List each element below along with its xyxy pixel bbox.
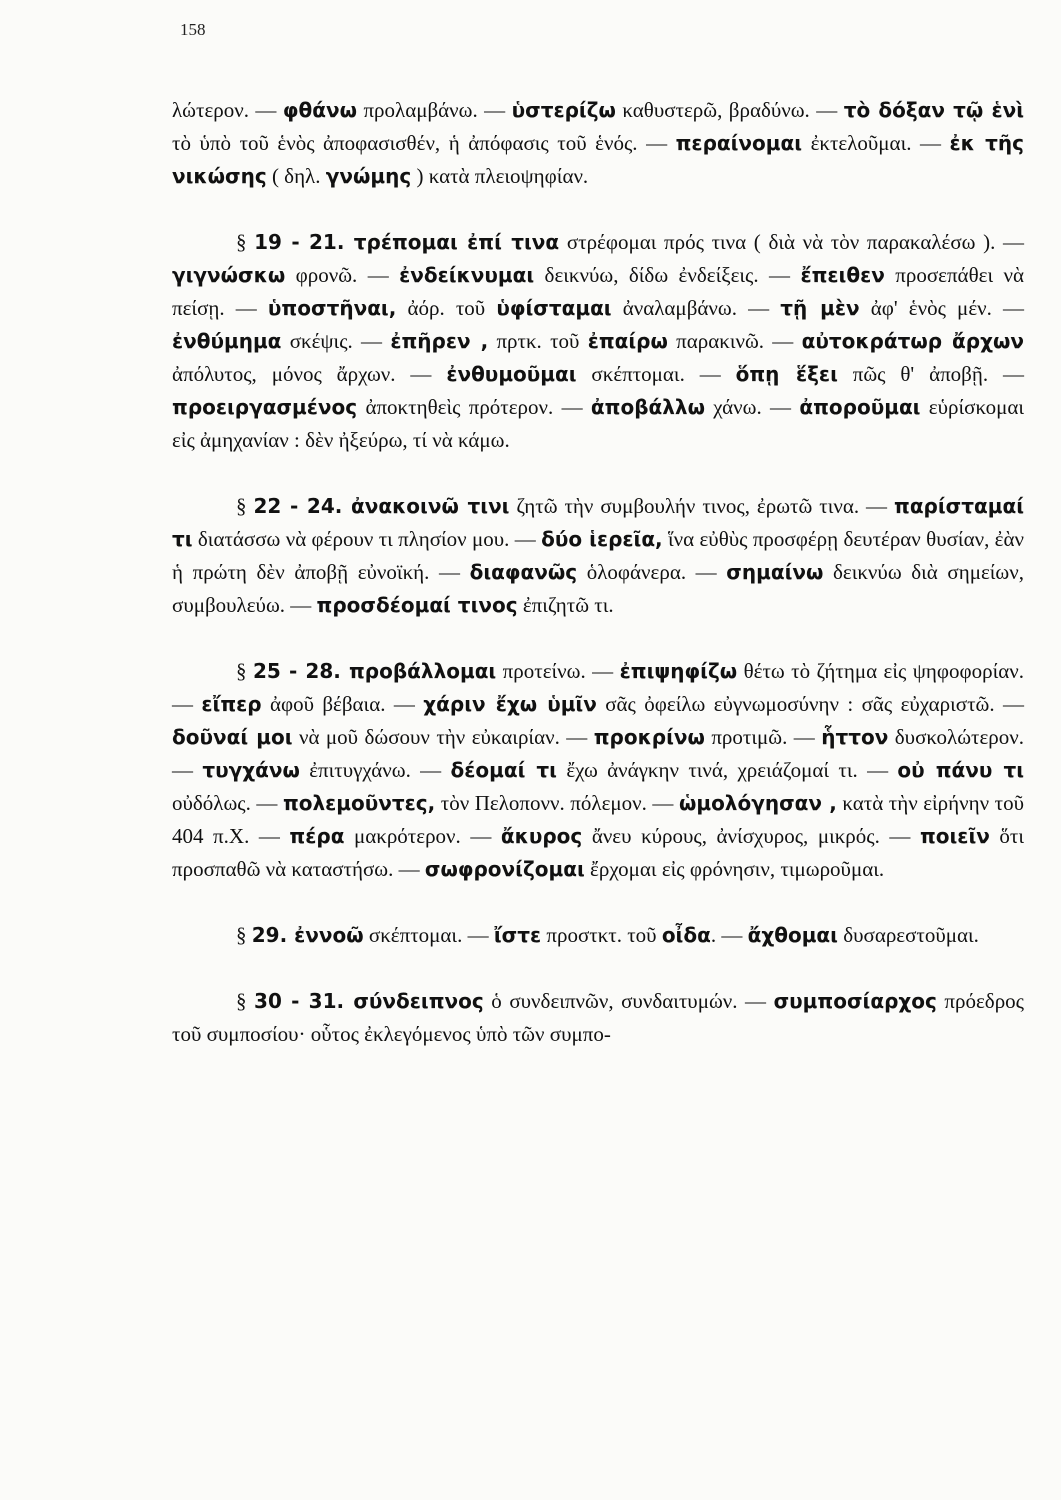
lemma-term: σημαίνω (726, 560, 824, 584)
lemma-term: 25 - 28. προβάλλομαι (252, 659, 497, 683)
lemma-term: ἄκυρος (500, 824, 583, 848)
gloss-text: σκέπτομαι. — (363, 923, 494, 947)
section-paragraph (172, 985, 1024, 1051)
lemma-term: δοῦναί μοι (172, 725, 293, 749)
paragraph-gap (172, 457, 1024, 490)
lemma-term: προειργασμένος (172, 395, 358, 419)
gloss-text: ἀποκτηθεὶς πρότερον. — (357, 395, 591, 419)
gloss-text: § (236, 230, 255, 254)
gloss-text: ἔρχομαι εἰς φρόνησιν, τιμωροῦμαι. (584, 857, 885, 881)
gloss-text: νὰ μοῦ δώσουν τὴν εὐκαιρίαν. — (292, 725, 594, 749)
lemma-term: διαφανῶς (469, 560, 578, 584)
lemma-term: παρίσταμαί τι (172, 494, 1024, 551)
gloss-text: προτιμῶ. — (704, 725, 822, 749)
gloss-text: θέτω τὸ ζήτημα εἰς ψηφοφορίαν. — (172, 659, 1025, 716)
lemma-term: ἐνθύμημα (172, 329, 282, 353)
gloss-text: προλαμβάνω. — (357, 98, 512, 122)
gloss-text: ὁ συνδειπνῶν, συνδαιτυμών. — (483, 989, 774, 1013)
gloss-text: ἄνευ κύρους, ἀνίσχυρος, μικρός. — (582, 824, 920, 848)
gloss-text: § (236, 494, 254, 518)
gloss-text: μακρότερον. — (344, 824, 501, 848)
gloss-text: πῶς θ' ἀποβῇ. — (837, 362, 1024, 386)
lemma-term: ὅπῃ ἕξει (735, 362, 838, 386)
lemma-term: ἴστε (493, 923, 542, 947)
lemma-term: πέρα (289, 824, 345, 848)
lemma-term: οἶδα (661, 923, 711, 947)
gloss-text: καθυστερῶ, βραδύνω. — (615, 98, 844, 122)
lemma-term: αὐτοκράτωρ ἄρχων (801, 329, 1025, 353)
lemma-term: δέομαί τι (450, 758, 557, 782)
gloss-text: παρακινῶ. — (667, 329, 802, 353)
gloss-text: ἔχω ἀνάγκην τινά, χρειάζομαί τι. — (556, 758, 898, 782)
gloss-text: εὑρίσκομαι εἰς ἀμηχανίαν : δὲν ἠξεύρω, τί νὰ κάμω. (172, 395, 1024, 452)
lemma-term: δύο ἱερεῖα, (541, 527, 663, 551)
gloss-text: ἵνα εὐθὺς προσφέρῃ δευτέραν θυσίαν, ἐὰν ἡ πρώτη δὲν ἀποβῇ εὐνοϊκή. — (172, 527, 1024, 584)
section-paragraph (172, 655, 1024, 886)
gloss-text: προστκτ. τοῦ (541, 923, 662, 947)
lemma-term: ἐκ τῆς νικώσης (172, 131, 1024, 188)
gloss-text: δεικνύω διὰ σημείων, συμβουλεύω. — (172, 560, 1024, 617)
page-number: 158 (180, 20, 206, 39)
lemma-term: 29. ἐννοῶ (251, 923, 364, 947)
section-paragraph (172, 919, 1024, 952)
lemma-term: περαίνομαι (675, 131, 803, 155)
lemma-term: χάριν ἔχω ὑμῖν (423, 692, 597, 716)
lemma-term: 30 - 31. σύνδειπνος (254, 989, 484, 1013)
gloss-text: ἀναλαμβάνω. — (611, 296, 781, 320)
lemma-term: ὑστερίζω (511, 98, 616, 122)
gloss-text: § (236, 989, 255, 1013)
lemma-term: ὑποστῆναι, (267, 296, 397, 320)
lemma-term: πολεμοῦντες, (282, 791, 436, 815)
gloss-text: § (236, 659, 253, 683)
lemma-term: ποιεῖν (919, 824, 990, 848)
gloss-text: προσεπάθει νὰ πείσῃ. — (172, 263, 1025, 320)
lemma-term: εἴπερ (201, 692, 262, 716)
lemma-term: προκρίνω (593, 725, 705, 749)
gloss-text: . — (710, 923, 748, 947)
gloss-text: διατάσσω νὰ φέρουν τι πλησίον μου. — (192, 527, 542, 551)
gloss-text: ἐπιτυγχάνω. — (299, 758, 451, 782)
lemma-term: φθάνω (282, 98, 358, 122)
lemma-term: ἐπῆρεν , (390, 329, 489, 353)
gloss-text: § (236, 923, 252, 947)
paragraph-gap (172, 193, 1024, 226)
paragraph-gap (172, 952, 1024, 985)
lemma-term: ὑφίσταμαι (496, 296, 612, 320)
gloss-text: ὅτι προσπαθῶ νὰ καταστήσω. — (172, 824, 1024, 881)
gloss-text: οὐδόλως. — (172, 791, 283, 815)
section-paragraph (172, 490, 1024, 622)
lemma-term: σωφρονίζομαι (424, 857, 585, 881)
gloss-text: ἐπιζητῶ τι. (517, 593, 614, 617)
gloss-text: ἐκτελοῦμαι. — (802, 131, 950, 155)
lemma-term: συμποσίαρχος (773, 989, 937, 1013)
gloss-text: χάνω. — (704, 395, 800, 419)
lemma-term: οὐ πάνυ τι (897, 758, 1025, 782)
lemma-term: γιγνώσκω (172, 263, 286, 287)
lemma-term: ἀποροῦμαι (799, 395, 921, 419)
gloss-text: προτείνω. — (496, 659, 620, 683)
lemma-term: ἀποβάλλω (590, 395, 705, 419)
body-text (172, 94, 1024, 1051)
lemma-term: τῇ μὲν (780, 296, 860, 320)
section-paragraph (172, 226, 1024, 457)
lemma-term: ὡμολόγησαν , (678, 791, 837, 815)
gloss-text: ὁλοφάνερα. — (577, 560, 727, 584)
gloss-text: πρόεδρος τοῦ συμποσίου· οὗτος ἐκλεγόμενος ὑπὸ τῶν συμπο- (172, 989, 1024, 1046)
gloss-text: ἀόρ. τοῦ (396, 296, 497, 320)
gloss-text: τὸν Πελοπονν. πόλεμον. — (435, 791, 679, 815)
gloss-text: δεικνύω, δίδω ἐνδείξεις. — (534, 263, 801, 287)
gloss-text: ) κατὰ πλειοψηφίαν. (411, 164, 589, 188)
lemma-term: 22 - 24. ἀνακοινῶ τινι (253, 494, 510, 518)
lemma-term: 19 - 21. τρέπομαι ἐπί τινα (254, 230, 560, 254)
lemma-term: ἐνθυμοῦμαι (446, 362, 577, 386)
lemma-term: ἄχθομαι (747, 923, 838, 947)
lemma-term: γνώμης (325, 164, 412, 188)
gloss-text: δυσκολώτερον. — (172, 725, 1024, 782)
gloss-text: ζητῶ τὴν συμβουλήν τινος, ἐρωτῶ τινα. — (509, 494, 894, 518)
gloss-text: σκέπτομαι. — (576, 362, 736, 386)
gloss-text: ἀφ' ἑνὸς μέν. — (859, 296, 1025, 320)
lemma-term: ἐπιψηφίζω (619, 659, 738, 683)
lemma-term: τὸ δόξαν τῷ ἑνὶ (843, 98, 1025, 122)
gloss-text: σκέψις. — (281, 329, 391, 353)
gloss-text: τὸ ὑπὸ τοῦ ἑνὸς ἀποφασισθέν, ἡ ἀπόφασις τοῦ ἑνός. — (172, 131, 676, 155)
gloss-text: ( δηλ. (266, 164, 326, 188)
gloss-text: ἀφοῦ βέβαια. — (261, 692, 424, 716)
paragraph-gap (172, 622, 1024, 655)
gloss-text: ἀπόλυτος, μόνος ἄρχων. — (172, 362, 447, 386)
gloss-text: λώτερον. — (172, 98, 283, 122)
gloss-text: σᾶς ὀφείλω εὐγνωμοσύνην : σᾶς εὐχαριστῶ. — (596, 692, 1025, 716)
lemma-term: τυγχάνω (202, 758, 300, 782)
lemma-term: ἧττον (821, 725, 889, 749)
gloss-text: φρονῶ. — (285, 263, 400, 287)
lemma-term: προσδέομαί τινος (316, 593, 518, 617)
gloss-text: στρέφομαι πρός τινα ( διὰ νὰ τὸν παρακαλέσω ). — (559, 230, 1024, 254)
gloss-text: δυσαρεστοῦμαι. (837, 923, 979, 947)
lemma-term: ἐπαίρω (587, 329, 668, 353)
continuation-paragraph (172, 94, 1024, 193)
gloss-text: πρτκ. τοῦ (488, 329, 588, 353)
lemma-term: ἔπειθεν (800, 263, 885, 287)
lemma-term: ἐνδείκνυμαι (399, 263, 535, 287)
paragraph-gap (172, 886, 1024, 919)
gloss-text: κατὰ τὴν εἰρήνην τοῦ 404 π.Χ. — (172, 791, 1024, 848)
